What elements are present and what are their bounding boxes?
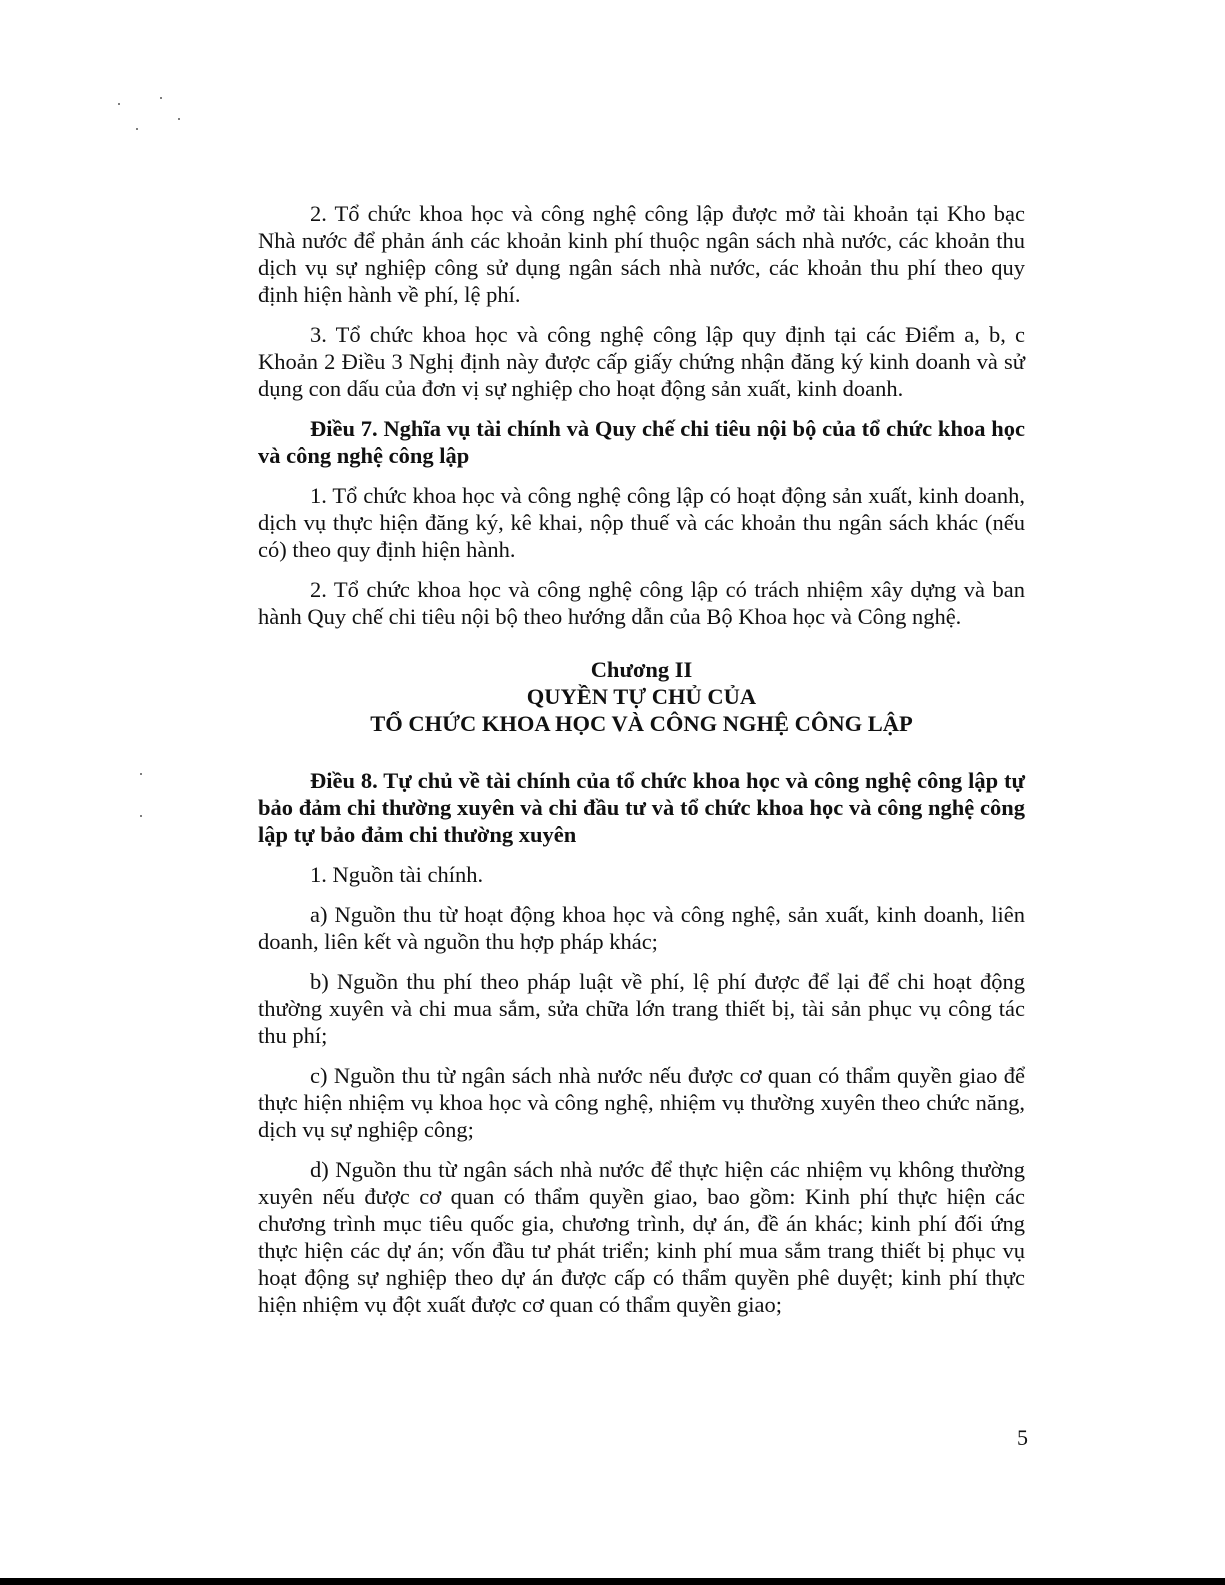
scan-speck	[136, 128, 138, 130]
scan-speck	[178, 118, 180, 120]
paragraph-2: 2. Tổ chức khoa học và công nghệ công lập được mở tài khoản tại Kho bạc Nhà nước để phản ánh các khoản kinh phí thuộc ngân sách nhà nước, các khoản thu dịch vụ sự nghiệp công sử dụng ngân sách nhà nước, các khoản thu phí theo quy định hiện hành về phí, lệ phí.	[258, 201, 1025, 307]
chapter-heading	[258, 656, 1025, 737]
scan-speck	[140, 773, 142, 775]
document-body	[258, 200, 1025, 1331]
paragraph-3: 3. Tổ chức khoa học và công nghệ công lập quy định tại các Điểm a, b, c Khoản 2 Điều 3 Nghị định này được cấp giấy chứng nhận đăng ký kinh doanh và sử dụng con dấu của đơn vị sự nghiệp cho hoạt động sản xuất, kinh doanh.	[258, 322, 1025, 401]
article-7-title: Điều 7. Nghĩa vụ tài chính và Quy chế chi tiêu nội bộ của tổ chức khoa học và công nghệ công lập	[258, 416, 1025, 468]
article-8-clause-1: 1. Nguồn tài chính.	[310, 862, 484, 887]
scan-speck	[140, 815, 142, 817]
article-8-title: Điều 8. Tự chủ về tài chính của tổ chức khoa học và công nghệ công lập tự bảo đảm chi thường xuyên và chi đầu tư và tổ chức khoa học và công nghệ công lập tự bảo đảm chi thường xuyên	[258, 768, 1025, 847]
article-8-point-c: c) Nguồn thu từ ngân sách nhà nước nếu được cơ quan có thẩm quyền giao để thực hiện nhiệm vụ khoa học và công nghệ, nhiệm vụ thường xuyên theo chức năng, dịch vụ sự nghiệp công;	[258, 1063, 1025, 1142]
scan-bottom-edge	[0, 1578, 1225, 1585]
page-number: 5	[1017, 1425, 1028, 1450]
article-7-clause-2: 2. Tổ chức khoa học và công nghệ công lập có trách nhiệm xây dựng và ban hành Quy chế chi tiêu nội bộ theo hướng dẫn của Bộ Khoa học và Công nghệ.	[258, 577, 1025, 629]
article-8-point-b: b) Nguồn thu phí theo pháp luật về phí, lệ phí được để lại để chi hoạt động thường xuyên và chi mua sắm, sửa chữa lớn trang thiết bị, tài sản phục vụ công tác thu phí;	[258, 969, 1025, 1048]
scan-speck	[118, 103, 120, 105]
scan-speck	[160, 97, 162, 99]
chapter-number: Chương II	[590, 657, 693, 682]
chapter-title-line-1: QUYỀN TỰ CHỦ CỦA	[526, 684, 757, 709]
chapter-title-line-2: TỔ CHỨC KHOA HỌC VÀ CÔNG NGHỆ CÔNG LẬP	[370, 711, 913, 736]
article-8-point-d: d) Nguồn thu từ ngân sách nhà nước để thực hiện các nhiệm vụ không thường xuyên nếu được cơ quan có thẩm quyền giao, bao gồm: Kinh phí thực hiện các chương trình mục tiêu quốc gia, chương trình, dự án, đề án khác; kinh phí đối ứng thực hiện các dự án; vốn đầu tư phát triển; kinh phí mua sắm trang thiết bị phục vụ hoạt động sự nghiệp theo dự án được cấp có thẩm quyền phê duyệt; kinh phí thực hiện nhiệm vụ đột xuất được cơ quan có thẩm quyền giao;	[258, 1157, 1025, 1317]
article-8-point-a: a) Nguồn thu từ hoạt động khoa học và công nghệ, sản xuất, kinh doanh, liên doanh, liên kết và nguồn thu hợp pháp khác;	[258, 902, 1025, 954]
article-7-clause-1: 1. Tổ chức khoa học và công nghệ công lập có hoạt động sản xuất, kinh doanh, dịch vụ thực hiện đăng ký, kê khai, nộp thuế và các khoản thu ngân sách khác (nếu có) theo quy định hiện hành.	[258, 483, 1025, 562]
